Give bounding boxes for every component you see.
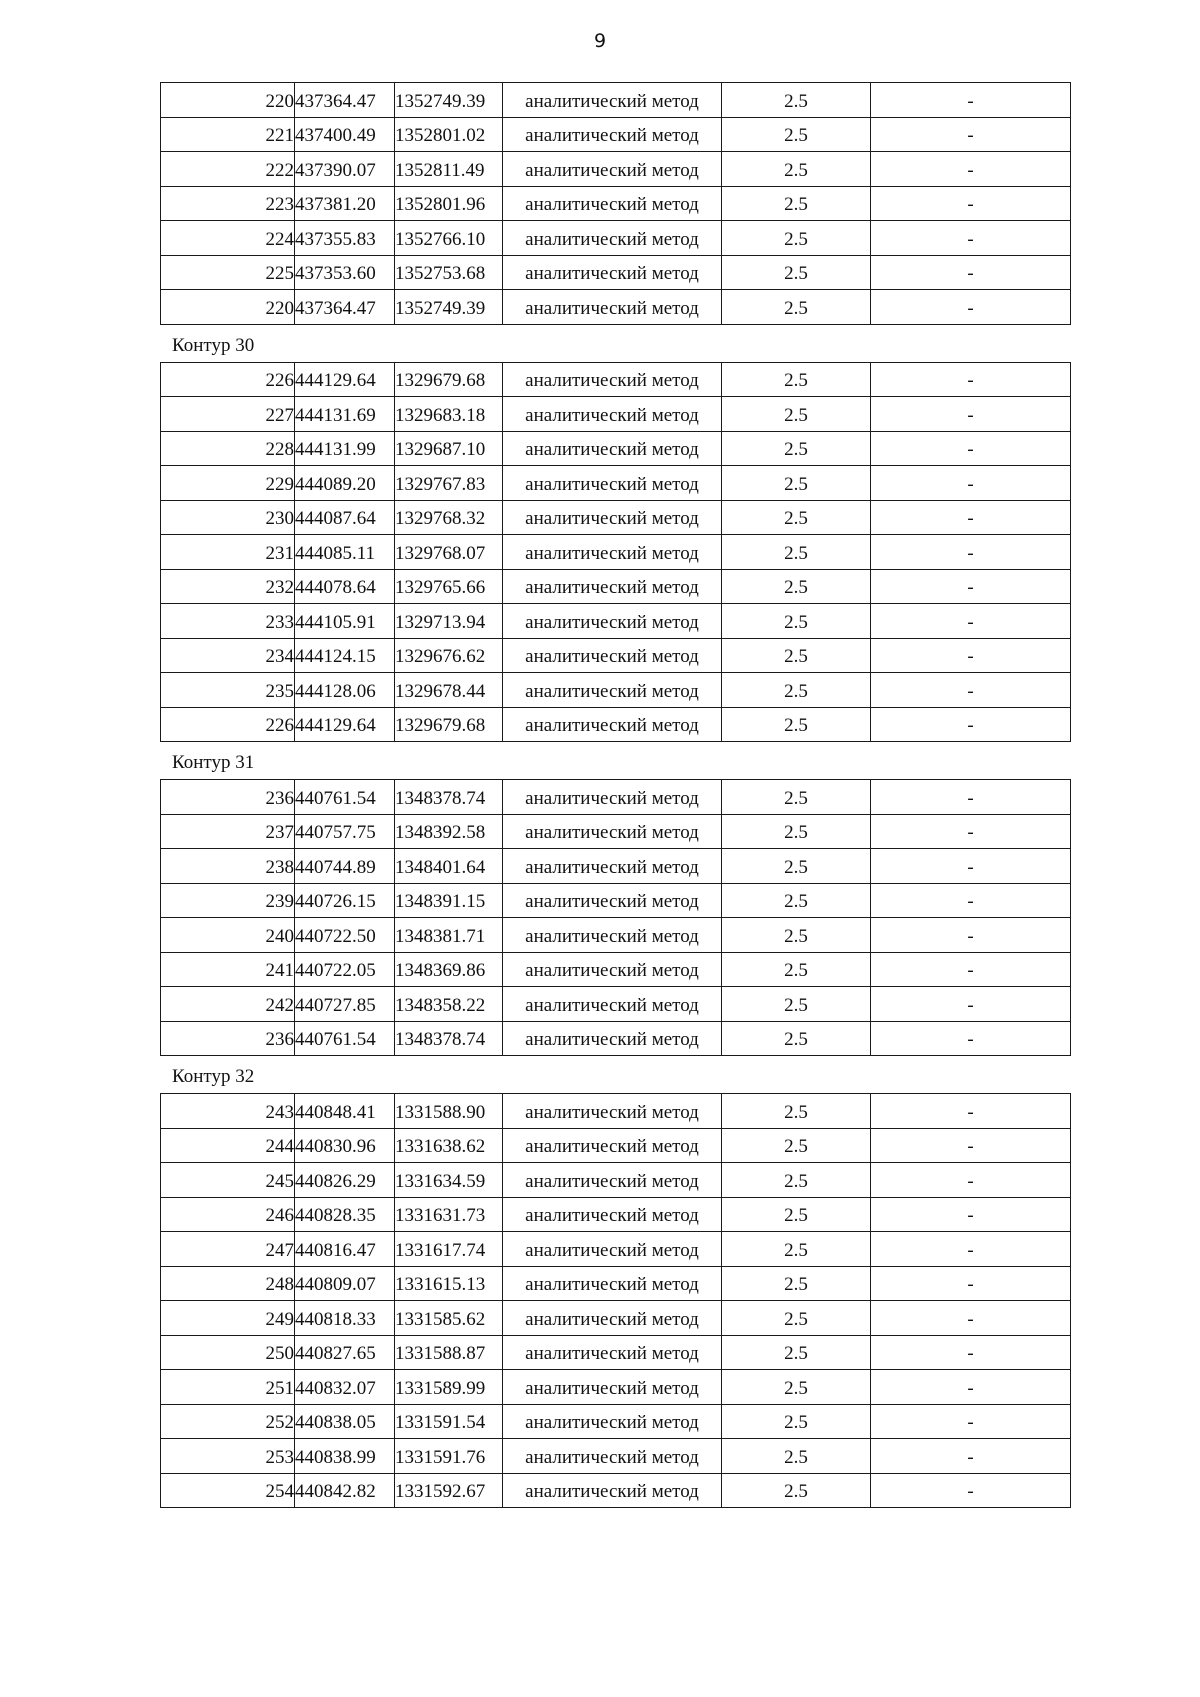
x-coordinate-cell: 440830.96 xyxy=(295,1128,395,1163)
coordinate-table xyxy=(160,82,1071,325)
description-cell: - xyxy=(871,1335,1071,1370)
method-cell: аналитический метод xyxy=(503,1266,722,1301)
accuracy-cell: 2.5 xyxy=(722,1094,871,1129)
description-cell: - xyxy=(871,814,1071,849)
point-number-cell: 247 xyxy=(161,1232,295,1267)
method-cell: аналитический метод xyxy=(503,1404,722,1439)
y-coordinate-cell: 1352801.02 xyxy=(395,117,503,152)
description-cell: - xyxy=(871,707,1071,742)
x-coordinate-cell: 440744.89 xyxy=(295,849,395,884)
description-cell: - xyxy=(871,883,1071,918)
x-coordinate-cell: 444129.64 xyxy=(295,362,395,397)
point-number-cell: 252 xyxy=(161,1404,295,1439)
y-coordinate-cell: 1329679.68 xyxy=(395,707,503,742)
table-row xyxy=(161,1197,1071,1232)
x-coordinate-cell: 440848.41 xyxy=(295,1094,395,1129)
table-row xyxy=(161,1266,1071,1301)
point-number-cell: 246 xyxy=(161,1197,295,1232)
table-row xyxy=(161,535,1071,570)
point-number-cell: 225 xyxy=(161,255,295,290)
method-cell: аналитический метод xyxy=(503,290,722,325)
description-cell: - xyxy=(871,1232,1071,1267)
accuracy-cell: 2.5 xyxy=(722,604,871,639)
y-coordinate-cell: 1331589.99 xyxy=(395,1370,503,1405)
accuracy-cell: 2.5 xyxy=(722,535,871,570)
method-cell: аналитический метод xyxy=(503,707,722,742)
point-number-cell: 242 xyxy=(161,987,295,1022)
contour-label: Контур 32 xyxy=(172,1066,255,1087)
description-cell: - xyxy=(871,1094,1071,1129)
coordinate-table xyxy=(160,1093,1071,1508)
description-cell: - xyxy=(871,535,1071,570)
description-cell: - xyxy=(871,1128,1071,1163)
method-cell: аналитический метод xyxy=(503,500,722,535)
description-cell: - xyxy=(871,1266,1071,1301)
x-coordinate-cell: 437390.07 xyxy=(295,152,395,187)
accuracy-cell: 2.5 xyxy=(722,1473,871,1508)
table-row xyxy=(161,1439,1071,1474)
point-number-cell: 226 xyxy=(161,707,295,742)
description-cell: - xyxy=(871,1021,1071,1056)
point-number-cell: 254 xyxy=(161,1473,295,1508)
y-coordinate-cell: 1352749.39 xyxy=(395,290,503,325)
table-row xyxy=(161,290,1071,325)
accuracy-cell: 2.5 xyxy=(722,186,871,221)
table-row xyxy=(161,117,1071,152)
x-coordinate-cell: 437355.83 xyxy=(295,221,395,256)
point-number-cell: 224 xyxy=(161,221,295,256)
point-number-cell: 245 xyxy=(161,1163,295,1198)
method-cell: аналитический метод xyxy=(503,397,722,432)
y-coordinate-cell: 1348392.58 xyxy=(395,814,503,849)
contour-label: Контур 30 xyxy=(172,334,255,356)
x-coordinate-cell: 440838.99 xyxy=(295,1439,395,1474)
method-cell: аналитический метод xyxy=(503,1128,722,1163)
method-cell: аналитический метод xyxy=(503,1473,722,1508)
point-number-cell: 240 xyxy=(161,918,295,953)
x-coordinate-cell: 444124.15 xyxy=(295,638,395,673)
y-coordinate-cell: 1329676.62 xyxy=(395,638,503,673)
point-number-cell: 234 xyxy=(161,638,295,673)
method-cell: аналитический метод xyxy=(503,987,722,1022)
description-cell: - xyxy=(871,569,1071,604)
y-coordinate-cell: 1329679.68 xyxy=(395,362,503,397)
description-cell: - xyxy=(871,638,1071,673)
method-cell: аналитический метод xyxy=(503,1335,722,1370)
method-cell: аналитический метод xyxy=(503,952,722,987)
description-cell: - xyxy=(871,466,1071,501)
table-row xyxy=(161,814,1071,849)
method-cell: аналитический метод xyxy=(503,1163,722,1198)
description-cell: - xyxy=(871,918,1071,953)
coordinate-table xyxy=(160,362,1071,743)
y-coordinate-cell: 1329768.32 xyxy=(395,500,503,535)
accuracy-cell: 2.5 xyxy=(722,918,871,953)
y-coordinate-cell: 1331631.73 xyxy=(395,1197,503,1232)
accuracy-cell: 2.5 xyxy=(722,952,871,987)
table-row xyxy=(161,569,1071,604)
point-number-cell: 238 xyxy=(161,849,295,884)
x-coordinate-cell: 440816.47 xyxy=(295,1232,395,1267)
method-cell: аналитический метод xyxy=(503,83,722,118)
description-cell: - xyxy=(871,362,1071,397)
method-cell: аналитический метод xyxy=(503,466,722,501)
method-cell: аналитический метод xyxy=(503,569,722,604)
table-row xyxy=(161,431,1071,466)
x-coordinate-cell: 440809.07 xyxy=(295,1266,395,1301)
description-cell: - xyxy=(871,1163,1071,1198)
table-row xyxy=(161,780,1071,815)
point-number-cell: 227 xyxy=(161,397,295,432)
point-number-cell: 220 xyxy=(161,290,295,325)
method-cell: аналитический метод xyxy=(503,1370,722,1405)
description-cell: - xyxy=(871,1197,1071,1232)
table-row xyxy=(161,1473,1071,1508)
method-cell: аналитический метод xyxy=(503,604,722,639)
table-row xyxy=(161,221,1071,256)
point-number-cell: 251 xyxy=(161,1370,295,1405)
description-cell: - xyxy=(871,1439,1071,1474)
y-coordinate-cell: 1331588.87 xyxy=(395,1335,503,1370)
method-cell: аналитический метод xyxy=(503,918,722,953)
description-cell: - xyxy=(871,500,1071,535)
point-number-cell: 220 xyxy=(161,83,295,118)
point-number-cell: 223 xyxy=(161,186,295,221)
method-cell: аналитический метод xyxy=(503,814,722,849)
accuracy-cell: 2.5 xyxy=(722,152,871,187)
accuracy-cell: 2.5 xyxy=(722,1370,871,1405)
y-coordinate-cell: 1329687.10 xyxy=(395,431,503,466)
x-coordinate-cell: 440832.07 xyxy=(295,1370,395,1405)
y-coordinate-cell: 1352753.68 xyxy=(395,255,503,290)
table-row xyxy=(161,1232,1071,1267)
x-coordinate-cell: 440726.15 xyxy=(295,883,395,918)
x-coordinate-cell: 437400.49 xyxy=(295,117,395,152)
description-cell: - xyxy=(871,290,1071,325)
description-cell: - xyxy=(871,221,1071,256)
contour-block xyxy=(160,742,1070,1056)
x-coordinate-cell: 440838.05 xyxy=(295,1404,395,1439)
x-coordinate-cell: 444105.91 xyxy=(295,604,395,639)
x-coordinate-cell: 444129.64 xyxy=(295,707,395,742)
y-coordinate-cell: 1348369.86 xyxy=(395,952,503,987)
y-coordinate-cell: 1329683.18 xyxy=(395,397,503,432)
accuracy-cell: 2.5 xyxy=(722,707,871,742)
y-coordinate-cell: 1352766.10 xyxy=(395,221,503,256)
description-cell: - xyxy=(871,780,1071,815)
x-coordinate-cell: 444089.20 xyxy=(295,466,395,501)
x-coordinate-cell: 437381.20 xyxy=(295,186,395,221)
point-number-cell: 250 xyxy=(161,1335,295,1370)
accuracy-cell: 2.5 xyxy=(722,290,871,325)
accuracy-cell: 2.5 xyxy=(722,1197,871,1232)
description-cell: - xyxy=(871,255,1071,290)
method-cell: аналитический метод xyxy=(503,673,722,708)
description-cell: - xyxy=(871,952,1071,987)
x-coordinate-cell: 444078.64 xyxy=(295,569,395,604)
accuracy-cell: 2.5 xyxy=(722,397,871,432)
method-cell: аналитический метод xyxy=(503,535,722,570)
table-row xyxy=(161,466,1071,501)
accuracy-cell: 2.5 xyxy=(722,221,871,256)
table-row xyxy=(161,1404,1071,1439)
accuracy-cell: 2.5 xyxy=(722,255,871,290)
table-row xyxy=(161,362,1071,397)
y-coordinate-cell: 1348378.74 xyxy=(395,780,503,815)
y-coordinate-cell: 1329767.83 xyxy=(395,466,503,501)
table-row xyxy=(161,1128,1071,1163)
y-coordinate-cell: 1331585.62 xyxy=(395,1301,503,1336)
accuracy-cell: 2.5 xyxy=(722,1335,871,1370)
point-number-cell: 239 xyxy=(161,883,295,918)
table-row xyxy=(161,1335,1071,1370)
y-coordinate-cell: 1348378.74 xyxy=(395,1021,503,1056)
point-number-cell: 233 xyxy=(161,604,295,639)
description-cell: - xyxy=(871,1370,1071,1405)
x-coordinate-cell: 440828.35 xyxy=(295,1197,395,1232)
accuracy-cell: 2.5 xyxy=(722,1232,871,1267)
accuracy-cell: 2.5 xyxy=(722,987,871,1022)
y-coordinate-cell: 1348391.15 xyxy=(395,883,503,918)
y-coordinate-cell: 1329678.44 xyxy=(395,673,503,708)
contour-block xyxy=(160,82,1070,325)
y-coordinate-cell: 1331615.13 xyxy=(395,1266,503,1301)
method-cell: аналитический метод xyxy=(503,883,722,918)
x-coordinate-cell: 440826.29 xyxy=(295,1163,395,1198)
accuracy-cell: 2.5 xyxy=(722,1163,871,1198)
point-number-cell: 222 xyxy=(161,152,295,187)
point-number-cell: 244 xyxy=(161,1128,295,1163)
contour-block xyxy=(160,325,1070,743)
y-coordinate-cell: 1331591.54 xyxy=(395,1404,503,1439)
method-cell: аналитический метод xyxy=(503,1232,722,1267)
table-row xyxy=(161,849,1071,884)
accuracy-cell: 2.5 xyxy=(722,466,871,501)
table-row xyxy=(161,604,1071,639)
y-coordinate-cell: 1329768.07 xyxy=(395,535,503,570)
x-coordinate-cell: 444131.69 xyxy=(295,397,395,432)
method-cell: аналитический метод xyxy=(503,152,722,187)
description-cell: - xyxy=(871,849,1071,884)
point-number-cell: 226 xyxy=(161,362,295,397)
point-number-cell: 232 xyxy=(161,569,295,604)
table-row xyxy=(161,397,1071,432)
accuracy-cell: 2.5 xyxy=(722,1128,871,1163)
x-coordinate-cell: 440818.33 xyxy=(295,1301,395,1336)
method-cell: аналитический метод xyxy=(503,117,722,152)
method-cell: аналитический метод xyxy=(503,1094,722,1129)
x-coordinate-cell: 444128.06 xyxy=(295,673,395,708)
y-coordinate-cell: 1331591.76 xyxy=(395,1439,503,1474)
method-cell: аналитический метод xyxy=(503,362,722,397)
description-cell: - xyxy=(871,397,1071,432)
method-cell: аналитический метод xyxy=(503,638,722,673)
accuracy-cell: 2.5 xyxy=(722,117,871,152)
table-row xyxy=(161,83,1071,118)
description-cell: - xyxy=(871,604,1071,639)
table-row xyxy=(161,186,1071,221)
point-number-cell: 237 xyxy=(161,814,295,849)
x-coordinate-cell: 444085.11 xyxy=(295,535,395,570)
table-row xyxy=(161,1370,1071,1405)
accuracy-cell: 2.5 xyxy=(722,1301,871,1336)
y-coordinate-cell: 1352749.39 xyxy=(395,83,503,118)
description-cell: - xyxy=(871,1301,1071,1336)
point-number-cell: 249 xyxy=(161,1301,295,1336)
y-coordinate-cell: 1331588.90 xyxy=(395,1094,503,1129)
table-row xyxy=(161,152,1071,187)
method-cell: аналитический метод xyxy=(503,780,722,815)
method-cell: аналитический метод xyxy=(503,1021,722,1056)
x-coordinate-cell: 444131.99 xyxy=(295,431,395,466)
point-number-cell: 243 xyxy=(161,1094,295,1129)
description-cell: - xyxy=(871,987,1071,1022)
x-coordinate-cell: 444087.64 xyxy=(295,500,395,535)
table-row xyxy=(161,500,1071,535)
table-row xyxy=(161,883,1071,918)
table-row xyxy=(161,918,1071,953)
accuracy-cell: 2.5 xyxy=(722,569,871,604)
x-coordinate-cell: 440842.82 xyxy=(295,1473,395,1508)
point-number-cell: 221 xyxy=(161,117,295,152)
table-row xyxy=(161,987,1071,1022)
point-number-cell: 236 xyxy=(161,1021,295,1056)
description-cell: - xyxy=(871,117,1071,152)
accuracy-cell: 2.5 xyxy=(722,780,871,815)
y-coordinate-cell: 1331634.59 xyxy=(395,1163,503,1198)
y-coordinate-cell: 1352811.49 xyxy=(395,152,503,187)
accuracy-cell: 2.5 xyxy=(722,814,871,849)
accuracy-cell: 2.5 xyxy=(722,1266,871,1301)
x-coordinate-cell: 440761.54 xyxy=(295,1021,395,1056)
accuracy-cell: 2.5 xyxy=(722,1404,871,1439)
description-cell: - xyxy=(871,673,1071,708)
point-number-cell: 235 xyxy=(161,673,295,708)
coordinate-table xyxy=(160,779,1071,1056)
y-coordinate-cell: 1348381.71 xyxy=(395,918,503,953)
point-number-cell: 248 xyxy=(161,1266,295,1301)
x-coordinate-cell: 437364.47 xyxy=(295,290,395,325)
accuracy-cell: 2.5 xyxy=(722,849,871,884)
accuracy-cell: 2.5 xyxy=(722,431,871,466)
accuracy-cell: 2.5 xyxy=(722,638,871,673)
accuracy-cell: 2.5 xyxy=(722,362,871,397)
x-coordinate-cell: 440727.85 xyxy=(295,987,395,1022)
point-number-cell: 228 xyxy=(161,431,295,466)
table-row xyxy=(161,255,1071,290)
point-number-cell: 229 xyxy=(161,466,295,501)
coordinate-tables xyxy=(160,82,1070,1508)
point-number-cell: 231 xyxy=(161,535,295,570)
contour-label: Контур 31 xyxy=(172,752,255,773)
table-row xyxy=(161,952,1071,987)
x-coordinate-cell: 440722.50 xyxy=(295,918,395,953)
y-coordinate-cell: 1348401.64 xyxy=(395,849,503,884)
point-number-cell: 253 xyxy=(161,1439,295,1474)
y-coordinate-cell: 1331617.74 xyxy=(395,1232,503,1267)
method-cell: аналитический метод xyxy=(503,1197,722,1232)
y-coordinate-cell: 1348358.22 xyxy=(395,987,503,1022)
y-coordinate-cell: 1352801.96 xyxy=(395,186,503,221)
description-cell: - xyxy=(871,1473,1071,1508)
x-coordinate-cell: 440761.54 xyxy=(295,780,395,815)
accuracy-cell: 2.5 xyxy=(722,883,871,918)
table-row xyxy=(161,1094,1071,1129)
table-row xyxy=(161,1163,1071,1198)
x-coordinate-cell: 440722.05 xyxy=(295,952,395,987)
description-cell: - xyxy=(871,152,1071,187)
table-row xyxy=(161,638,1071,673)
table-row xyxy=(161,673,1071,708)
table-row xyxy=(161,1021,1071,1056)
y-coordinate-cell: 1331638.62 xyxy=(395,1128,503,1163)
method-cell: аналитический метод xyxy=(503,186,722,221)
description-cell: - xyxy=(871,83,1071,118)
y-coordinate-cell: 1329765.66 xyxy=(395,569,503,604)
accuracy-cell: 2.5 xyxy=(722,500,871,535)
method-cell: аналитический метод xyxy=(503,431,722,466)
description-cell: - xyxy=(871,186,1071,221)
method-cell: аналитический метод xyxy=(503,255,722,290)
accuracy-cell: 2.5 xyxy=(722,1439,871,1474)
x-coordinate-cell: 437353.60 xyxy=(295,255,395,290)
accuracy-cell: 2.5 xyxy=(722,83,871,118)
method-cell: аналитический метод xyxy=(503,849,722,884)
page-number: 9 xyxy=(593,30,607,52)
description-cell: - xyxy=(871,1404,1071,1439)
accuracy-cell: 2.5 xyxy=(722,673,871,708)
x-coordinate-cell: 440827.65 xyxy=(295,1335,395,1370)
method-cell: аналитический метод xyxy=(503,1301,722,1336)
description-cell: - xyxy=(871,431,1071,466)
x-coordinate-cell: 437364.47 xyxy=(295,83,395,118)
x-coordinate-cell: 440757.75 xyxy=(295,814,395,849)
point-number-cell: 241 xyxy=(161,952,295,987)
contour-block xyxy=(160,1056,1070,1508)
method-cell: аналитический метод xyxy=(503,1439,722,1474)
table-row xyxy=(161,707,1071,742)
method-cell: аналитический метод xyxy=(503,221,722,256)
point-number-cell: 230 xyxy=(161,500,295,535)
accuracy-cell: 2.5 xyxy=(722,1021,871,1056)
point-number-cell: 236 xyxy=(161,780,295,815)
y-coordinate-cell: 1329713.94 xyxy=(395,604,503,639)
y-coordinate-cell: 1331592.67 xyxy=(395,1473,503,1508)
table-row xyxy=(161,1301,1071,1336)
